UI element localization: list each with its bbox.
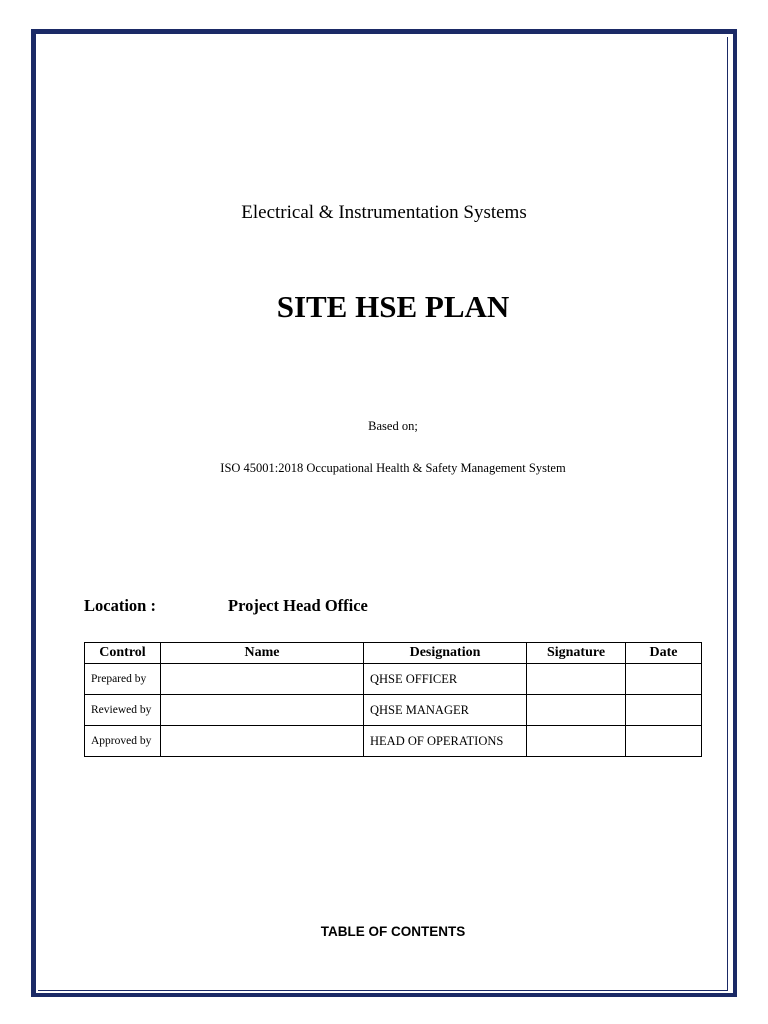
location-label: Location :: [84, 596, 156, 615]
signature-cell: [527, 726, 626, 757]
date-cell: [626, 726, 702, 757]
control-cell: Reviewed by: [85, 695, 161, 726]
document-title: SITE HSE PLAN: [276, 289, 510, 324]
signature-cell: [527, 664, 626, 695]
column-header-signature: Signature: [527, 643, 626, 664]
designation-cell: QHSE OFFICER: [364, 664, 527, 695]
date-cell: [626, 664, 702, 695]
date-cell: [626, 695, 702, 726]
column-header-control: Control: [85, 643, 161, 664]
signature-cell: [527, 695, 626, 726]
location-value: Project Head Office: [228, 596, 368, 615]
control-cell: Prepared by: [85, 664, 161, 695]
page-border-inner-bottom: [38, 990, 728, 991]
control-cell: Approved by: [85, 726, 161, 757]
name-cell: [161, 664, 364, 695]
table-header-row: [85, 643, 702, 664]
table-row: [85, 695, 702, 726]
table-row: [85, 664, 702, 695]
name-cell: [161, 726, 364, 757]
table-of-contents-heading: TABLE OF CONTENTS: [320, 924, 466, 939]
designation-cell: QHSE MANAGER: [364, 695, 527, 726]
document-subtitle: Electrical & Instrumentation Systems: [241, 202, 527, 223]
column-header-date: Date: [626, 643, 702, 664]
page-border: [31, 29, 737, 997]
designation-cell: HEAD OF OPERATIONS: [364, 726, 527, 757]
document-control-table: [84, 642, 702, 757]
standard-reference: ISO 45001:2018 Occupational Health & Safety Management System: [220, 461, 566, 475]
table-row: [85, 726, 702, 757]
name-cell: [161, 695, 364, 726]
column-header-designation: Designation: [364, 643, 527, 664]
column-header-name: Name: [161, 643, 364, 664]
based-on-label: Based on;: [368, 419, 418, 433]
page-border-inner-right: [727, 37, 728, 991]
